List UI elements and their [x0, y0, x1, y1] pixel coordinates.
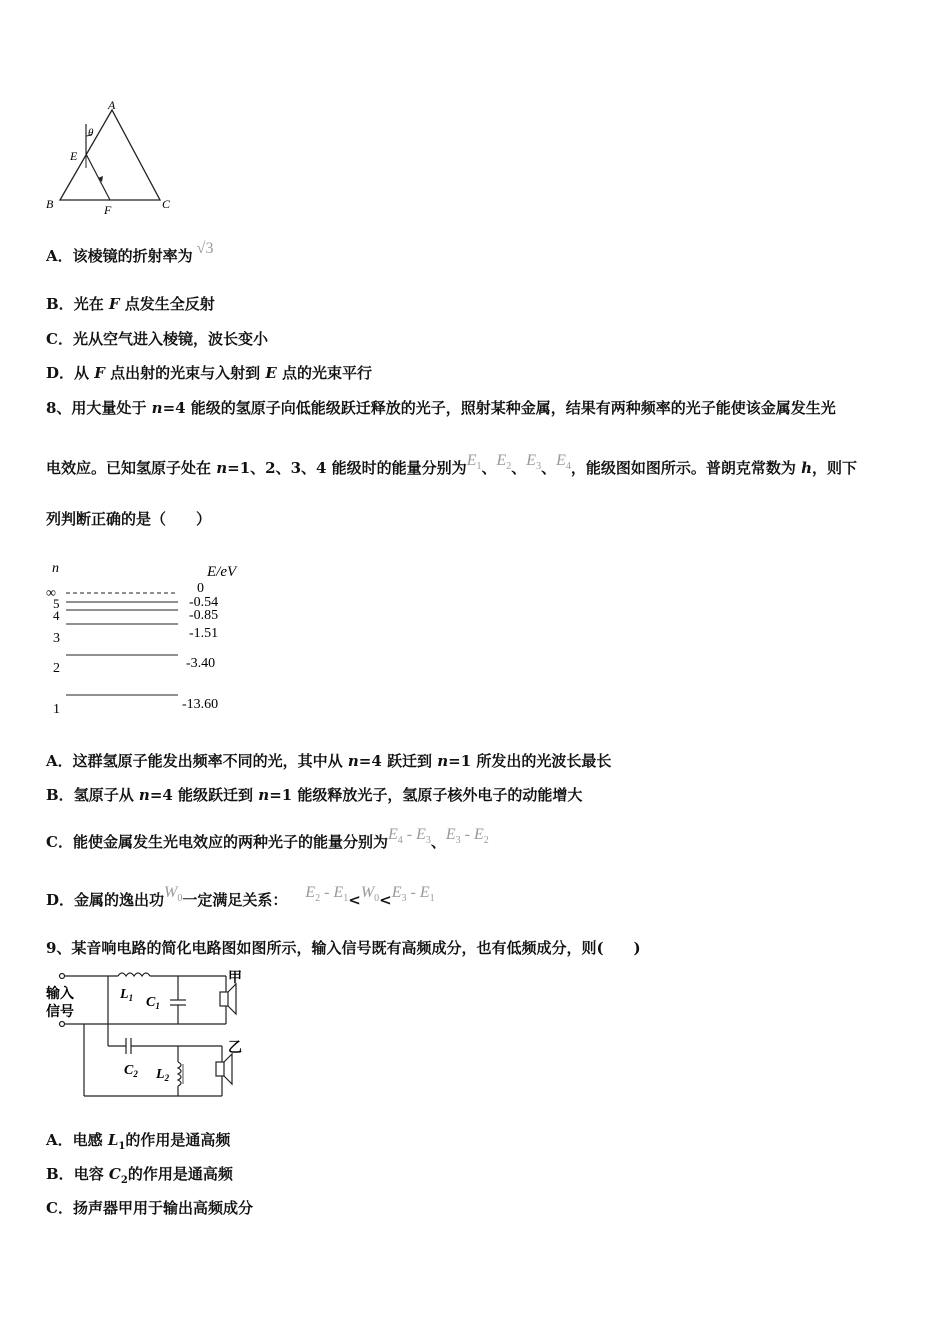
- e-inf: 0: [197, 581, 204, 596]
- q7-option-d: D．从 F 点出射的光束与入射到 E 点的光束平行: [46, 364, 373, 382]
- speaker-circuit-diagram: [40, 966, 260, 1111]
- speaker-jia-body: [220, 992, 228, 1006]
- n-3: 3: [53, 631, 60, 646]
- label-F: F: [104, 203, 112, 217]
- label-L2: $L_2$: [156, 1067, 170, 1083]
- n-1: 1: [53, 702, 60, 717]
- q8-option-a: A．这群氢原子能发出频率不同的光，其中从 n=4 跃迁到 n=1 所发出的光波长最长: [46, 752, 612, 770]
- speaker-yi-cone: [224, 1054, 232, 1084]
- energy-level-diagram: [44, 556, 264, 721]
- e-1: -13.60: [182, 697, 219, 712]
- label-C2: $C_2$: [124, 1063, 138, 1079]
- speaker-jia-cone: [228, 984, 236, 1014]
- label-C1: $C_1$: [146, 995, 160, 1011]
- refracted-ray: [86, 154, 110, 200]
- label-speaker-yi: 乙: [228, 1041, 242, 1056]
- speaker-yi-body: [216, 1062, 224, 1076]
- label-speaker-jia: 甲: [228, 971, 242, 986]
- label-theta: θ: [88, 127, 94, 139]
- q7-option-a: A．该棱镜的折射率为 √3: [46, 240, 214, 265]
- prism-figure: [40, 96, 190, 221]
- label-C: C: [162, 197, 171, 211]
- q7-option-b: B．光在 F 点发生全反射: [46, 295, 215, 313]
- n-5: 5: [53, 596, 60, 611]
- axis-n-label: n: [52, 561, 59, 576]
- input-terminal-top: [60, 974, 65, 979]
- input-label-line1: 输入: [46, 987, 74, 1002]
- q8-option-b: B．氢原子从 n=4 能级跃迁到 n=1 能级释放光子，氢原子核外电子的动能增大: [46, 786, 583, 804]
- q7-option-c: C．光从空气进入棱镜，波长变小: [46, 330, 268, 348]
- label-A: A: [108, 98, 116, 112]
- e-2: -3.40: [186, 656, 216, 671]
- n-2: 2: [53, 661, 60, 676]
- inductor-L1: [118, 973, 150, 976]
- e-4: -0.85: [189, 608, 219, 623]
- e-5: -0.54: [189, 595, 219, 610]
- q9-option-c: C．扬声器甲用于输出高频成分: [46, 1199, 253, 1217]
- q8-option-c: C．能使金属发生光电效应的两种光子的能量分别为$E_4 - E_3$、$E_3 - E_2$: [46, 826, 489, 851]
- input-terminal-bottom: [60, 1022, 65, 1027]
- q8-stem-line2: 电效应。已知氢原子处在 n=1、2、3、4 能级时的能量分别为$E_1$、$E_2$、$E_3$、$E_4$，能级图如图所示。普朗克常数为 h，则下: [46, 452, 858, 477]
- label-L1: $L_1$: [120, 987, 134, 1003]
- label-E: E: [70, 149, 78, 163]
- input-label-line2: 信号: [46, 1005, 74, 1020]
- q9-option-a: A．电感 $L_1$的作用是通高频: [46, 1131, 231, 1152]
- label-B: B: [46, 197, 54, 211]
- q9-stem: 9、某音响电路的简化电路图如图所示，输入信号既有高频成分，也有低频成分，则( ): [46, 939, 641, 957]
- q9-option-b: B．电容 $C_2$的作用是通高频: [46, 1165, 233, 1186]
- inductor-L2: [178, 1062, 181, 1086]
- q8-stem-line3: 列判断正确的是（ ）: [46, 510, 212, 528]
- q8-stem-line1: 8、用大量处于 n=4 能级的氢原子向低能级跃迁释放的光子，照射某种金属，结果有两种频率的光子能使该金属发生光: [46, 399, 836, 417]
- q8-option-d: D．金属的逸出功$W_0$一定满足关系： $E_2 - E_1<W_0<E_3 - E_1$: [46, 884, 435, 909]
- n-inf: ∞: [46, 586, 56, 601]
- axis-e-label: E/eV: [207, 564, 237, 580]
- n-4: 4: [53, 608, 60, 623]
- e-3: -1.51: [189, 626, 219, 641]
